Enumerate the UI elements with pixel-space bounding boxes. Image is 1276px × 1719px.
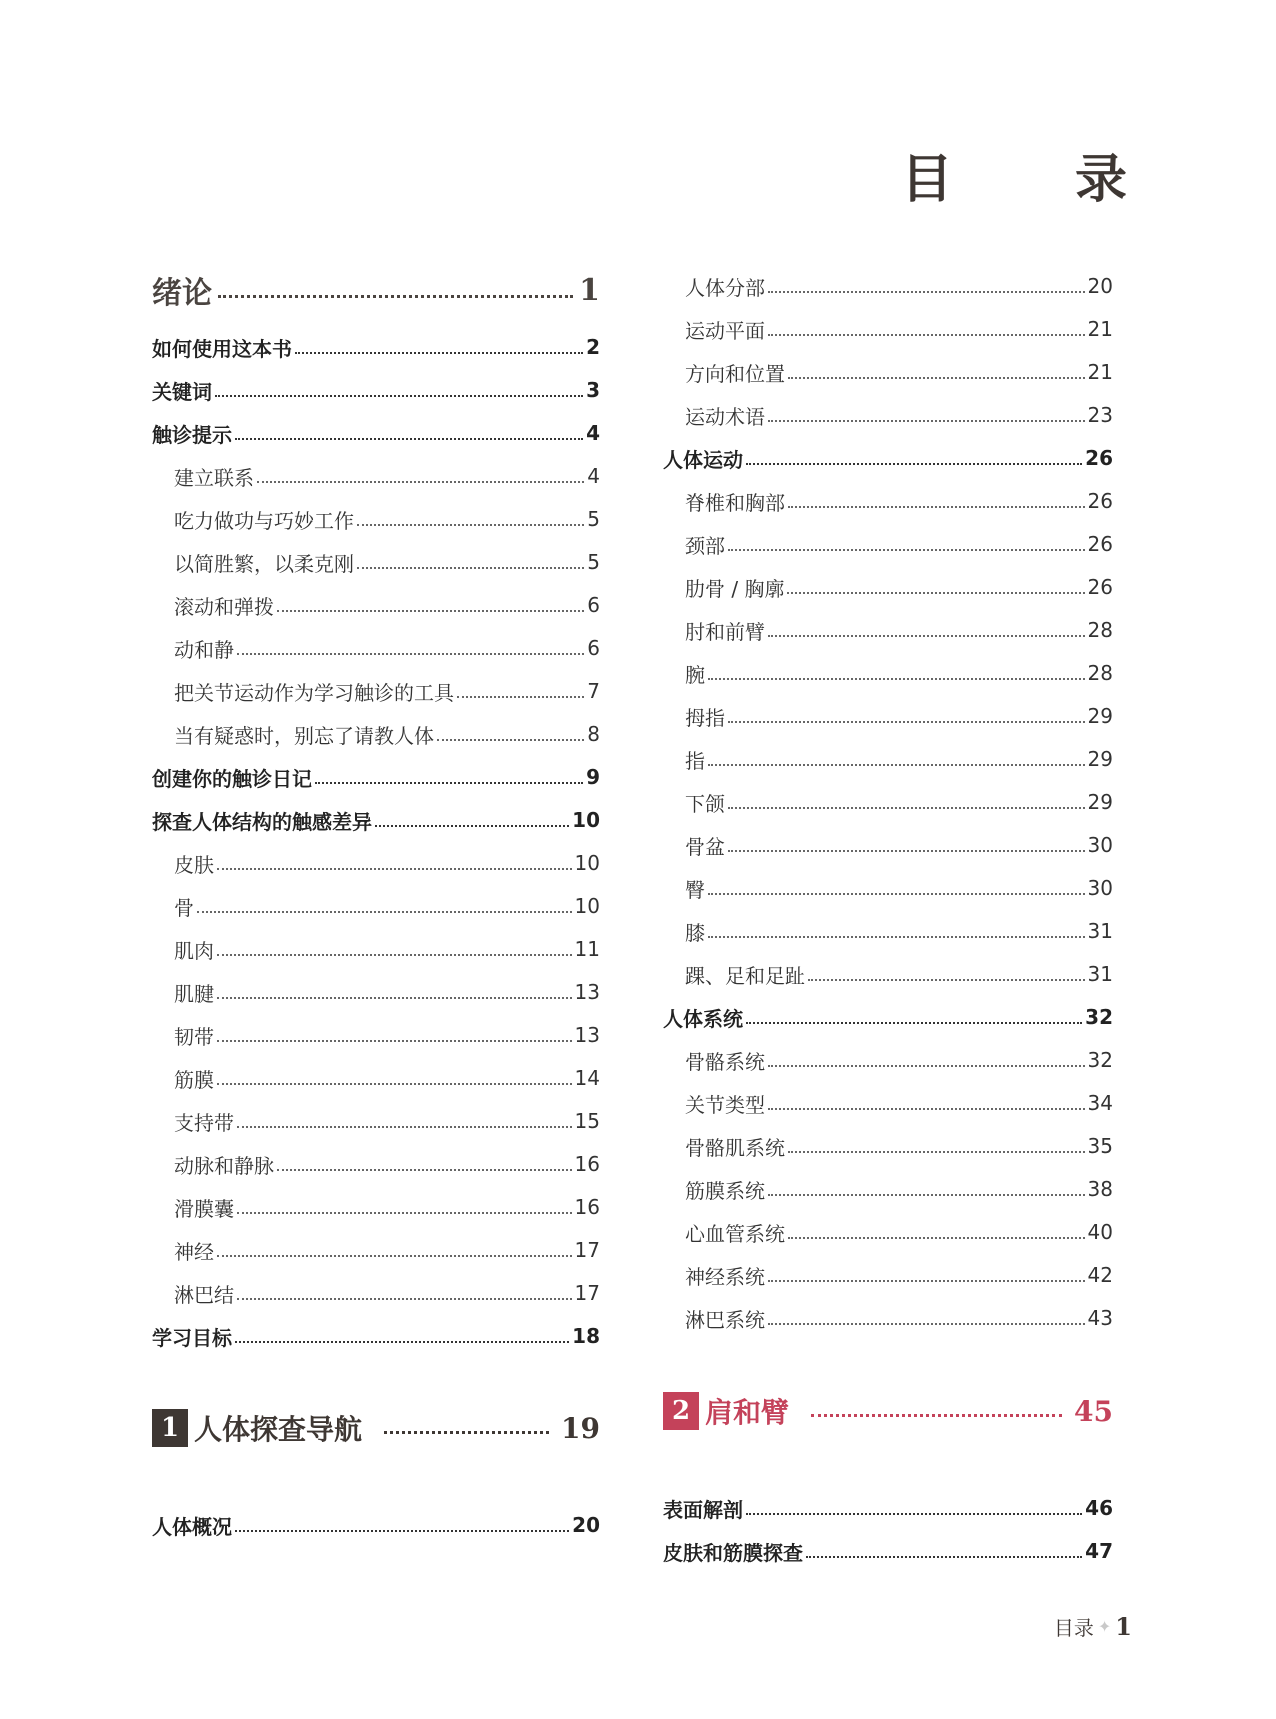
toc-entry-page: 14 <box>574 1066 600 1090</box>
toc-entry[interactable] <box>152 717 600 751</box>
toc-entry-page: 26 <box>1087 532 1113 556</box>
toc-entry[interactable] <box>663 398 1113 432</box>
toc-leader-dots <box>237 1126 572 1128</box>
toc-leader-dots <box>768 334 1085 336</box>
toc-entry[interactable] <box>152 631 600 665</box>
toc-entry[interactable] <box>663 1043 1113 1077</box>
chapter-title: 人体探查导航 <box>194 1413 363 1446</box>
toc-entry[interactable] <box>663 1258 1113 1292</box>
toc-entry-page: 34 <box>1087 1091 1113 1115</box>
toc-entry-title: 指 <box>685 748 705 773</box>
toc-entry-page: 13 <box>574 1023 600 1047</box>
toc-entry-page: 10 <box>574 851 600 875</box>
toc-entry[interactable] <box>152 674 600 708</box>
page-title: 目 录 <box>900 149 1179 210</box>
chapter-number-badge: 1 <box>152 1409 188 1447</box>
toc-entry[interactable] <box>152 760 600 794</box>
toc-leader-dots <box>295 352 583 354</box>
toc-entry-page: 32 <box>1087 1048 1113 1072</box>
toc-entry[interactable] <box>152 932 600 966</box>
toc-entry[interactable] <box>152 459 600 493</box>
toc-entry[interactable] <box>663 871 1113 905</box>
toc-leader-dots <box>768 420 1085 422</box>
toc-entry-title: 淋巴系统 <box>685 1307 765 1332</box>
toc-entry-title: 运动平面 <box>685 318 765 343</box>
toc-entry-page: 7 <box>587 679 600 703</box>
toc-entry-title: 触诊提示 <box>152 422 232 447</box>
toc-entry-page: 17 <box>574 1281 600 1305</box>
toc-entry[interactable] <box>663 1301 1113 1335</box>
toc-entry-title: 建立联系 <box>174 465 254 490</box>
toc-leader-dots <box>235 1530 569 1532</box>
toc-leader-dots <box>787 592 1084 594</box>
toc-entry-page: 11 <box>574 937 600 961</box>
toc-entry-page: 5 <box>587 507 600 531</box>
toc-leader-dots <box>217 1040 572 1042</box>
toc-entry-page: 38 <box>1087 1177 1113 1201</box>
toc-entry-page: 31 <box>1087 962 1113 986</box>
page-footer <box>1054 1612 1132 1641</box>
toc-leader-dots <box>277 1169 572 1171</box>
toc-entry-page: 6 <box>587 636 600 660</box>
toc-entry[interactable] <box>152 1018 600 1052</box>
toc-entry[interactable] <box>152 1104 600 1138</box>
toc-entry-page: 9 <box>586 765 600 789</box>
toc-entry[interactable] <box>663 914 1113 948</box>
chapter-title: 肩和臂 <box>705 1396 790 1429</box>
toc-entry[interactable] <box>152 1190 600 1224</box>
toc-entry-page: 23 <box>1087 403 1113 427</box>
toc-leader-dots <box>218 295 573 298</box>
toc-entry[interactable] <box>152 416 600 450</box>
toc-entry[interactable] <box>663 441 1113 475</box>
toc-entry-title: 拇指 <box>685 705 725 730</box>
toc-leader-dots <box>788 377 1085 379</box>
toc-entry[interactable] <box>663 527 1113 561</box>
toc-entry[interactable] <box>152 889 600 923</box>
toc-entry[interactable] <box>152 1061 600 1095</box>
toc-leader-dots <box>768 1194 1085 1196</box>
toc-entry-page: 21 <box>1087 360 1113 384</box>
toc-entry-page: 29 <box>1087 790 1113 814</box>
toc-entry-title: 动和静 <box>174 637 234 662</box>
toc-entry-title: 筋膜 <box>174 1067 214 1092</box>
toc-entry-title: 绪论 <box>152 276 212 311</box>
toc-leader-dots <box>811 1414 1062 1417</box>
toc-entry[interactable] <box>152 373 600 407</box>
toc-entry-title: 以简胜繁，以柔克刚 <box>174 551 354 576</box>
toc-entry-page: 6 <box>587 593 600 617</box>
toc-entry[interactable] <box>663 1086 1113 1120</box>
toc-leader-dots <box>808 979 1085 981</box>
toc-entry-title: 骨骼系统 <box>685 1049 765 1074</box>
toc-entry-page: 1 <box>579 272 600 308</box>
toc-leader-dots <box>215 395 583 397</box>
toc-leader-dots <box>728 850 1085 852</box>
toc-entry[interactable] <box>152 1319 600 1353</box>
toc-entry-title: 皮肤 <box>174 852 214 877</box>
toc-leader-dots <box>457 696 584 698</box>
toc-entry-page: 26 <box>1087 575 1113 599</box>
toc-entry-page: 29 <box>1087 704 1113 728</box>
toc-entry-page: 2 <box>586 335 600 359</box>
toc-leader-dots <box>746 1022 1082 1024</box>
toc-leader-dots <box>708 936 1085 938</box>
toc-entry-title: 颈部 <box>685 533 725 558</box>
toc-leader-dots <box>746 463 1082 465</box>
toc-leader-dots <box>237 1298 572 1300</box>
toc-entry-page: 29 <box>1087 747 1113 771</box>
toc-leader-dots <box>357 567 584 569</box>
toc-entry-page: 28 <box>1087 618 1113 642</box>
toc-leader-dots <box>235 438 583 440</box>
toc-leader-dots <box>315 782 583 784</box>
toc-entry[interactable] <box>663 269 1113 303</box>
toc-entry-page: 26 <box>1087 489 1113 513</box>
toc-entry[interactable] <box>152 1508 600 1542</box>
toc-leader-dots <box>788 1237 1085 1239</box>
toc-entry-title: 表面解剖 <box>663 1497 743 1522</box>
toc-entry-title: 肋骨 / 胸廓 <box>685 576 785 601</box>
toc-entry[interactable] <box>152 1233 600 1267</box>
toc-leader-dots <box>728 807 1085 809</box>
footer-label: 目录 <box>1053 1616 1094 1640</box>
toc-entry-title: 骨 <box>174 895 194 920</box>
toc-leader-dots <box>728 549 1085 551</box>
toc-entry-page: 43 <box>1087 1306 1113 1330</box>
toc-entry-title: 当有疑惑时，别忘了请教人体 <box>174 723 434 748</box>
toc-entry[interactable] <box>663 570 1113 604</box>
toc-leader-dots <box>708 893 1085 895</box>
toc-entry-title: 如何使用这本书 <box>152 336 292 361</box>
toc-leader-dots <box>217 1255 572 1257</box>
toc-entry-title: 创建你的触诊日记 <box>152 766 312 791</box>
toc-entry[interactable] <box>663 484 1113 518</box>
toc-entry-page: 16 <box>574 1195 600 1219</box>
toc-entry-page: 26 <box>1085 446 1113 470</box>
toc-entry[interactable] <box>152 545 600 579</box>
toc-entry[interactable] <box>152 803 600 837</box>
toc-leader-dots <box>768 1280 1085 1282</box>
toc-entry[interactable] <box>663 656 1113 690</box>
toc-entry-title: 吃力做功与巧妙工作 <box>174 508 354 533</box>
toc-entry-title: 人体概况 <box>152 1514 232 1539</box>
toc-leader-dots <box>277 610 584 612</box>
chapter-number-badge: 2 <box>663 1392 699 1430</box>
toc-entry-title: 肘和前臂 <box>685 619 765 644</box>
toc-leader-dots <box>217 1083 572 1085</box>
toc-entry[interactable] <box>663 828 1113 862</box>
toc-entry[interactable] <box>663 1129 1113 1163</box>
toc-entry-title: 神经 <box>174 1239 214 1264</box>
toc-leader-dots <box>217 954 572 956</box>
toc-entry-title: 滑膜囊 <box>174 1196 234 1221</box>
toc-entry[interactable] <box>152 1147 600 1181</box>
chapter-heading[interactable] <box>663 1389 1113 1433</box>
toc-entry-title: 学习目标 <box>152 1325 232 1350</box>
toc-leader-dots <box>708 678 1085 680</box>
toc-entry-title: 动脉和静脉 <box>174 1153 274 1178</box>
toc-entry-title: 韧带 <box>174 1024 214 1049</box>
toc-entry-title: 把关节运动作为学习触诊的工具 <box>174 680 454 705</box>
toc-entry-page: 31 <box>1087 919 1113 943</box>
toc-entry-page: 20 <box>572 1513 600 1537</box>
toc-entry-title: 皮肤和筋膜探查 <box>663 1540 803 1565</box>
toc-entry-page: 20 <box>1087 274 1113 298</box>
footer-page-number: 1 <box>1115 1612 1132 1641</box>
toc-entry-page: 17 <box>574 1238 600 1262</box>
toc-leader-dots <box>217 868 572 870</box>
toc-entry-title: 关键词 <box>152 379 212 404</box>
toc-leader-dots <box>237 1212 572 1214</box>
toc-entry[interactable] <box>152 975 600 1009</box>
toc-entry-page: 40 <box>1087 1220 1113 1244</box>
toc-entry-page: 10 <box>572 808 600 832</box>
toc-entry-title: 探查人体结构的触感差异 <box>152 809 372 834</box>
toc-leader-dots <box>728 721 1085 723</box>
chapter-heading[interactable] <box>152 1406 600 1450</box>
toc-leader-dots <box>375 825 569 827</box>
toc-leader-dots <box>788 506 1085 508</box>
toc-leader-dots <box>708 764 1085 766</box>
toc-entry-page: 18 <box>572 1324 600 1348</box>
toc-entry[interactable] <box>152 330 600 364</box>
toc-entry-title: 肌肉 <box>174 938 214 963</box>
toc-entry-page: 4 <box>586 421 600 445</box>
toc-entry-title: 人体运动 <box>663 447 743 472</box>
toc-entry-page: 42 <box>1087 1263 1113 1287</box>
toc-entry-title: 支持带 <box>174 1110 234 1135</box>
toc-leader-dots <box>257 481 584 483</box>
toc-entry[interactable] <box>152 1276 600 1310</box>
toc-entry-page: 4 <box>587 464 600 488</box>
toc-entry-title: 筋膜系统 <box>685 1178 765 1203</box>
toc-entry-page: 8 <box>587 722 600 746</box>
toc-leader-dots <box>788 1151 1085 1153</box>
toc-leader-dots <box>384 1431 549 1434</box>
toc-entry-title: 脊椎和胸部 <box>685 490 785 515</box>
toc-entry[interactable] <box>663 1534 1113 1568</box>
toc-entry[interactable] <box>663 1000 1113 1034</box>
toc-leader-dots <box>768 1065 1085 1067</box>
toc-entry-title: 膝 <box>685 920 705 945</box>
toc-entry-page: 28 <box>1087 661 1113 685</box>
toc-leader-dots <box>768 291 1085 293</box>
toc-entry[interactable] <box>663 957 1113 991</box>
toc-entry-page: 15 <box>574 1109 600 1133</box>
toc-entry[interactable] <box>663 742 1113 776</box>
toc-entry-title: 方向和位置 <box>685 361 785 386</box>
toc-entry-title: 下颌 <box>685 791 725 816</box>
toc-entry-page: 46 <box>1085 1496 1113 1520</box>
toc-entry-page: 10 <box>574 894 600 918</box>
chapter-page: 45 <box>1074 1394 1113 1428</box>
toc-entry-title: 运动术语 <box>685 404 765 429</box>
toc-entry[interactable] <box>152 272 600 311</box>
toc-entry-title: 踝、足和足趾 <box>685 963 805 988</box>
toc-entry-page: 32 <box>1085 1005 1113 1029</box>
toc-leader-dots <box>746 1513 1082 1515</box>
toc-entry-title: 神经系统 <box>685 1264 765 1289</box>
toc-entry[interactable] <box>152 846 600 880</box>
toc-entry-page: 3 <box>586 378 600 402</box>
toc-leader-dots <box>237 653 584 655</box>
toc-entry-title: 关节类型 <box>685 1092 765 1117</box>
toc-entry[interactable] <box>663 699 1113 733</box>
toc-entry-title: 人体分部 <box>685 275 765 300</box>
toc-entry-title: 滚动和弹拨 <box>174 594 274 619</box>
toc-entry-page: 13 <box>574 980 600 1004</box>
toc-entry[interactable] <box>663 785 1113 819</box>
toc-entry-title: 腕 <box>685 662 705 687</box>
toc-leader-dots <box>768 635 1085 637</box>
toc-leader-dots <box>235 1341 569 1343</box>
toc-entry-title: 骨盆 <box>685 834 725 859</box>
toc-entry-title: 人体系统 <box>663 1006 743 1031</box>
toc-leader-dots <box>768 1108 1085 1110</box>
toc-leader-dots <box>437 739 584 741</box>
toc-entry-page: 16 <box>574 1152 600 1176</box>
toc-entry[interactable] <box>663 312 1113 346</box>
toc-leader-dots <box>217 997 572 999</box>
toc-leader-dots <box>357 524 584 526</box>
toc-entry-title: 骨骼肌系统 <box>685 1135 785 1160</box>
toc-leader-dots <box>768 1323 1085 1325</box>
toc-entry-page: 30 <box>1087 876 1113 900</box>
toc-entry[interactable] <box>152 502 600 536</box>
toc-leader-dots <box>197 911 572 913</box>
star-icon: ✦ <box>1097 1617 1112 1636</box>
toc-entry-title: 淋巴结 <box>174 1282 234 1307</box>
toc-entry-page: 35 <box>1087 1134 1113 1158</box>
toc-entry[interactable] <box>663 1215 1113 1249</box>
toc-entry[interactable] <box>152 588 600 622</box>
toc-entry[interactable] <box>663 355 1113 389</box>
toc-leader-dots <box>806 1556 1082 1558</box>
toc-entry[interactable] <box>663 1491 1113 1525</box>
toc-entry-page: 30 <box>1087 833 1113 857</box>
chapter-page: 19 <box>561 1411 600 1445</box>
toc-entry-page: 47 <box>1085 1539 1113 1563</box>
toc-entry-page: 21 <box>1087 317 1113 341</box>
toc-entry-title: 肌腱 <box>174 981 214 1006</box>
toc-entry-page: 5 <box>587 550 600 574</box>
toc-entry-title: 心血管系统 <box>685 1221 785 1246</box>
toc-entry[interactable] <box>663 613 1113 647</box>
toc-entry[interactable] <box>663 1172 1113 1206</box>
toc-entry-title: 臀 <box>685 877 705 902</box>
